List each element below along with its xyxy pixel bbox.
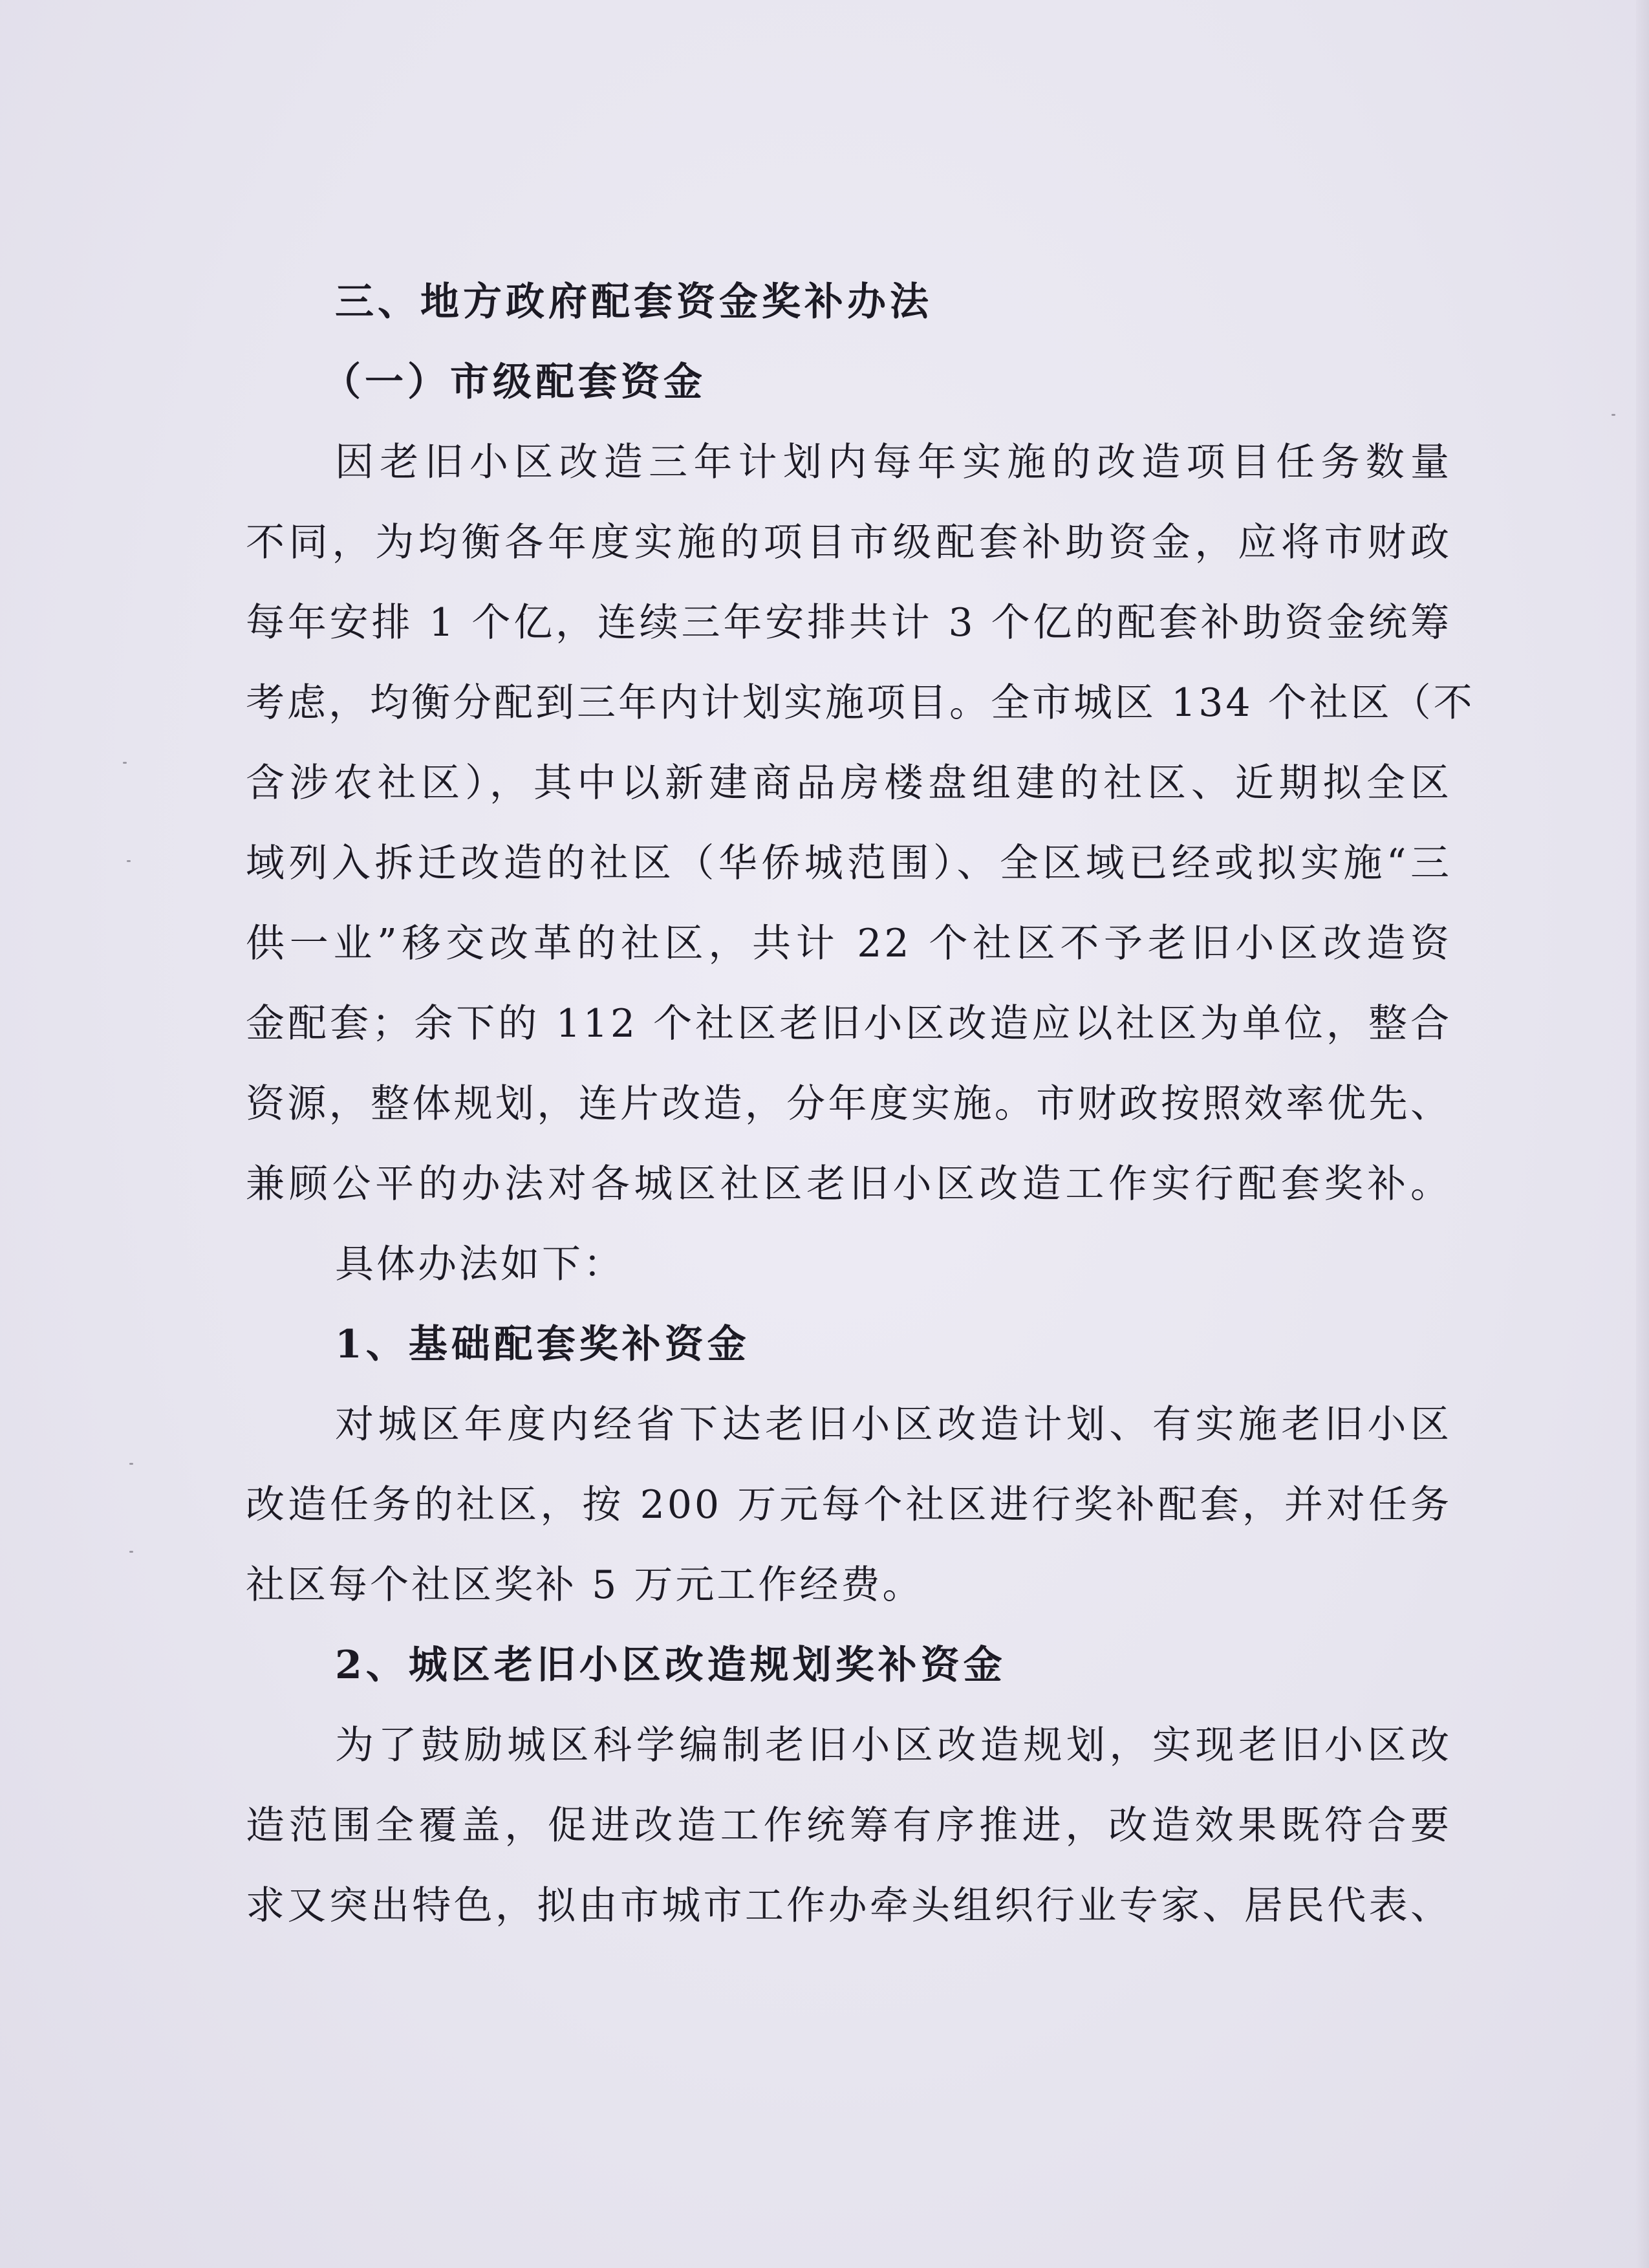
paragraph-line: 造范围全覆盖，促进改造工作统筹有序推进，改造效果既符合要	[246, 1803, 1452, 1848]
scan-speck	[129, 1551, 133, 1553]
paragraph-line: 改造任务的社区，按 200 万元每个社区进行奖补配套，并对任务	[246, 1482, 1452, 1528]
paragraph-line: 对城区年度内经省下达老旧小区改造计划、有实施老旧小区	[335, 1402, 1452, 1447]
section-heading: 三、地方政府配套资金奖补办法	[335, 279, 932, 325]
paragraph-line: 兼顾公平的办法对各城区社区老旧小区改造工作实行配套奖补。	[246, 1161, 1452, 1207]
paragraph-line: 为了鼓励城区科学编制老旧小区改造规划，实现老旧小区改	[335, 1723, 1452, 1768]
paragraph-line: 含涉农社区），其中以新建商品房楼盘组建的社区、近期拟全区	[246, 761, 1452, 806]
scan-speck	[129, 1463, 133, 1465]
paragraph-line: 资源，整体规划，连片改造，分年度实施。市财政按照效率优先、	[246, 1081, 1452, 1127]
paragraph-line: 金配套；余下的 112 个社区老旧小区改造应以社区为单位，整合	[246, 1001, 1452, 1046]
paragraph-line: 社区每个社区奖补 5 万元工作经费。	[246, 1562, 924, 1608]
paragraph-line: 考虑，均衡分配到三年内计划实施项目。全市城区 134 个社区（不	[246, 680, 1475, 726]
paragraph-line: 因老旧小区改造三年计划内每年实施的改造项目任务数量	[335, 440, 1452, 485]
scan-speck	[1611, 414, 1615, 416]
page-edge-shadow	[1636, 0, 1649, 2268]
paragraph-line: 供一业”移交改革的社区，共计 22 个社区不予老旧小区改造资	[246, 921, 1452, 966]
paragraph-line: 不同，为均衡各年度实施的项目市级配套补助资金，应将市财政	[246, 520, 1452, 565]
scan-speck	[127, 860, 131, 862]
paragraph-line: 域列入拆迁改造的社区（华侨城范围）、全区域已经或拟实施“三	[246, 841, 1452, 886]
paragraph-line: 每年安排 1 个亿，连续三年安排共计 3 个亿的配套补助资金统筹	[246, 600, 1452, 645]
scan-speck	[123, 762, 127, 764]
subsection-heading: （一）市级配套资金	[322, 360, 706, 405]
paragraph-line: 求又突出特色，拟由市城市工作办牵头组织行业专家、居民代表、	[246, 1883, 1452, 1928]
paragraph-line: 具体办法如下：	[335, 1242, 625, 1287]
item-heading-2: 2、城区老旧小区改造规划奖补资金	[335, 1643, 1006, 1688]
item-heading-1: 1、基础配套奖补资金	[335, 1322, 750, 1367]
